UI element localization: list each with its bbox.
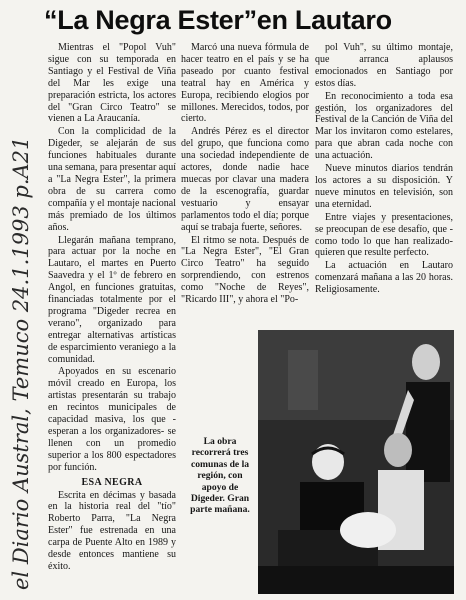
paragraph: Entre viajes y presentaciones, se preocupan de ese desafío, que -como todo lo que han realizado- quieren que resulte perfecto. bbox=[315, 211, 453, 259]
subheading: ESA NEGRA bbox=[81, 476, 143, 488]
actors-photo-illustration bbox=[258, 330, 454, 594]
headline: “La Negra Ester”en Lautaro bbox=[44, 5, 392, 35]
paragraph: pol Vuh", su último montaje, que arranca aplausos emocionados en Santiago por estos días. bbox=[315, 42, 453, 89]
article-column-3 bbox=[315, 42, 453, 296]
paragraph: Llegarán mañana temprano, para actuar por la noche en Lautaro, el martes en Puerto Saavedra y el 1º de febrero en Angol, en funciones gratuitas, financiadas totalmente por el programa "Digeder recrea en verano", organizado para entregar alternativas artísticas de esparcimiento veraniego a la comunidad. bbox=[48, 234, 176, 365]
paragraph: Con la complicidad de la Digeder, se alejarán de sus funciones habituales durante una semana, para presentar aquí a "La Negra Ester", la primera obra de su carrera como compañía y el montaje nacional más premiado de los últimos años. bbox=[48, 126, 176, 233]
paragraph: Andrés Pérez es el director del grupo, que funciona como una sociedad independiente de actores, donde nadie hace muecas por clavar una madera de la escenografía, guardar vestuario y ensayar parlamentos todo el día; porque aquí se trabaja fuerte, señores. bbox=[181, 126, 309, 233]
paragraph: Nueve minutos diarios tendrán los actores a su disposición. Y nueve minutos en televisión, son una eternidad. bbox=[315, 163, 453, 210]
news-photo bbox=[258, 330, 454, 594]
paragraph: Apoyados en su escenario móvil creado en Europa, los artistas presentarán su trabajo en recintos municipales de capacidad masiva, los que -esperan a los organizadores- se llenen con un promedio superior a los 800 espectadores por función. bbox=[48, 366, 176, 473]
handwritten-annotation: el Diario Austral, Temuco 24.1.1993 p.A21 bbox=[9, 136, 33, 590]
paragraph: Escrita en décimas y basada en la historia real del "tío" Roberto Parra, "La Negra Ester" fue estrenada en una carpa de Puente Alto en 1989 y desde entonces mantiene su éxito. bbox=[48, 489, 176, 572]
article-column-1 bbox=[48, 42, 176, 573]
photo-caption: La obra recorrerá tres comunas de la región, con apoyo de Digeder. Gran parte mañana. bbox=[190, 436, 250, 516]
paragraph: Mientras el "Popol Vuh" sigue con su temporada en Santiago y el Festival de Viña del Mar les exige una preparación estricta, los actores del "Gran Circo Teatro" se vienen a La Araucanía. bbox=[48, 42, 176, 125]
article-column-2 bbox=[181, 42, 309, 306]
paragraph: Marcó una nueva fórmula de hacer teatro en el país y se ha paseado por cuanto festival teatral hay en América y Europa, recibiendo elogios por millones. Merecidos, todos, por cierto. bbox=[181, 42, 309, 125]
paragraph: En reconocimiento a toda esa gestión, los organizadores del Festival de la Canción de Viña del Mar los invitaron como estelares, para que abran cada noche con una actuación. bbox=[315, 90, 453, 162]
paragraph: El ritmo se nota. Después de "La Negra Ester", "El Gran Circo Teatro" ha seguido sorprendiendo, con estrenos como "Noche de Reyes", "Ricardo III", y ahora el "Po- bbox=[181, 234, 309, 306]
paragraph: La actuación en Lautaro comenzará mañana a las 20 horas. Religiosamente. bbox=[315, 260, 453, 296]
